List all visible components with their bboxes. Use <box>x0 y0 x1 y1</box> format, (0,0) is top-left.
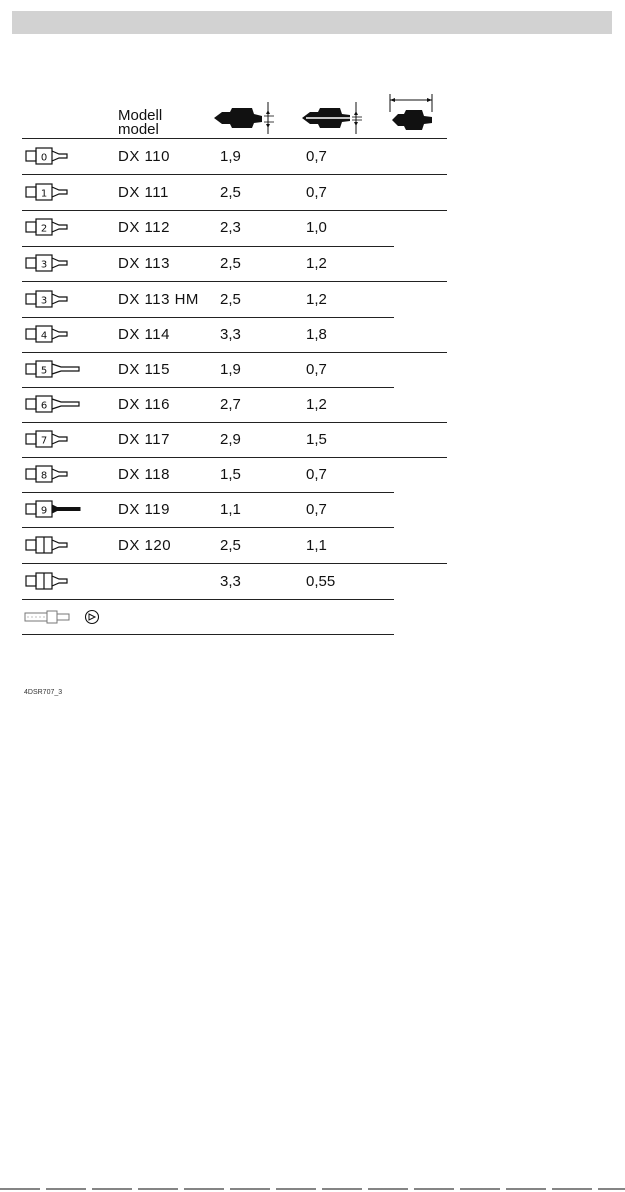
outer-diameter-cell: 1,5 <box>220 466 241 483</box>
nozzle-tip-icon <box>23 252 83 274</box>
tip-number: 2 <box>40 223 48 235</box>
inner-diameter-cell: 1,2 <box>306 291 327 308</box>
tip-number: 3 <box>40 259 48 271</box>
model-cell: DX 114 <box>118 326 170 343</box>
inner-diameter-icon <box>298 100 370 136</box>
tip-number: 7 <box>40 435 48 447</box>
table-row <box>0 354 625 389</box>
document-code: 4DSR707_3 <box>24 689 63 696</box>
outer-diameter-cell: 2,3 <box>220 219 241 236</box>
outer-diameter-cell: 2,5 <box>220 291 241 308</box>
model-cell: DX 110 <box>118 148 170 165</box>
outer-diameter-cell: 2,5 <box>220 255 241 272</box>
nozzle-tip-icon <box>23 358 83 380</box>
outer-diameter-cell: 2,5 <box>220 184 241 201</box>
tip-number: 3 <box>40 295 48 307</box>
model-cell: DX 117 <box>118 431 170 448</box>
model-cell: DX 115 <box>118 361 170 378</box>
outer-diameter-cell: 1,9 <box>220 361 241 378</box>
tip-number: 5 <box>40 365 48 377</box>
table-row <box>0 494 625 529</box>
nozzle-tip-icon <box>23 570 83 592</box>
outer-diameter-cell: 3,3 <box>220 326 241 343</box>
outer-diameter-cell: 2,5 <box>220 537 241 554</box>
inner-diameter-cell: 0,7 <box>306 501 327 518</box>
nozzle-tip-icon <box>23 323 83 345</box>
inner-diameter-cell: 0,7 <box>306 466 327 483</box>
nozzle-tip-icon <box>23 393 83 415</box>
outer-diameter-cell: 2,7 <box>220 396 241 413</box>
inner-diameter-cell: 0,7 <box>306 184 327 201</box>
nozzle-tip-icon <box>23 534 83 556</box>
tip-number: 8 <box>40 470 48 482</box>
tip-number: 6 <box>40 400 48 412</box>
inner-diameter-cell: 1,2 <box>306 396 327 413</box>
model-cell: DX 119 <box>118 501 170 518</box>
nozzle-tip-icon <box>23 463 83 485</box>
inner-diameter-cell: 1,0 <box>306 219 327 236</box>
outer-diameter-cell: 1,1 <box>220 501 241 518</box>
table-row <box>0 530 625 565</box>
model-cell: DX 118 <box>118 466 170 483</box>
table-row <box>0 212 625 247</box>
table-row <box>0 177 625 212</box>
length-icon <box>386 92 438 136</box>
table-row <box>0 459 625 494</box>
table-row <box>0 141 625 176</box>
tip-number: 1 <box>40 188 48 200</box>
nozzle-tip-icon <box>23 288 83 310</box>
model-cell: DX 112 <box>118 219 170 236</box>
table-row <box>0 424 625 459</box>
model-cell: DX 113 <box>118 255 170 272</box>
model-cell: DX 116 <box>118 396 170 413</box>
table-row <box>0 248 625 283</box>
inner-diameter-cell: 0,7 <box>306 148 327 165</box>
top-gray-bar <box>12 11 612 34</box>
cleaning-tool-icon <box>23 607 73 627</box>
outer-diameter-icon <box>208 100 280 136</box>
nozzle-tip-icon <box>23 428 83 450</box>
page-bottom-edge <box>0 1188 625 1190</box>
inner-diameter-cell: 1,8 <box>306 326 327 343</box>
model-cell: DX 113 HM <box>118 291 199 308</box>
outer-diameter-cell: 2,9 <box>220 431 241 448</box>
model-cell: DX 120 <box>118 537 172 554</box>
outer-diameter-cell: 3,3 <box>220 573 241 590</box>
tool-symbol-icon <box>84 609 100 625</box>
inner-diameter-cell: 1,1 <box>306 537 327 554</box>
table-row <box>0 566 625 601</box>
table-row <box>0 601 625 636</box>
nozzle-tip-icon <box>23 498 83 520</box>
nozzle-tip-icon <box>23 145 83 167</box>
table-divider <box>22 138 447 139</box>
table-row <box>0 319 625 354</box>
nozzle-tip-icon <box>23 181 83 203</box>
table-row <box>0 284 625 319</box>
header-model-label: model <box>118 121 159 138</box>
table-row <box>0 389 625 424</box>
outer-diameter-cell: 1,9 <box>220 148 241 165</box>
inner-diameter-cell: 1,5 <box>306 431 327 448</box>
inner-diameter-cell: 0,55 <box>306 573 336 590</box>
tip-number: 9 <box>40 505 48 517</box>
nozzle-tip-icon <box>23 216 83 238</box>
inner-diameter-cell: 1,2 <box>306 255 327 272</box>
header-modell-label: Modell <box>118 107 163 124</box>
tip-number: 4 <box>40 330 48 342</box>
model-cell: DX 111 <box>118 184 169 201</box>
inner-diameter-cell: 0,7 <box>306 361 327 378</box>
tip-number: 0 <box>40 152 48 164</box>
